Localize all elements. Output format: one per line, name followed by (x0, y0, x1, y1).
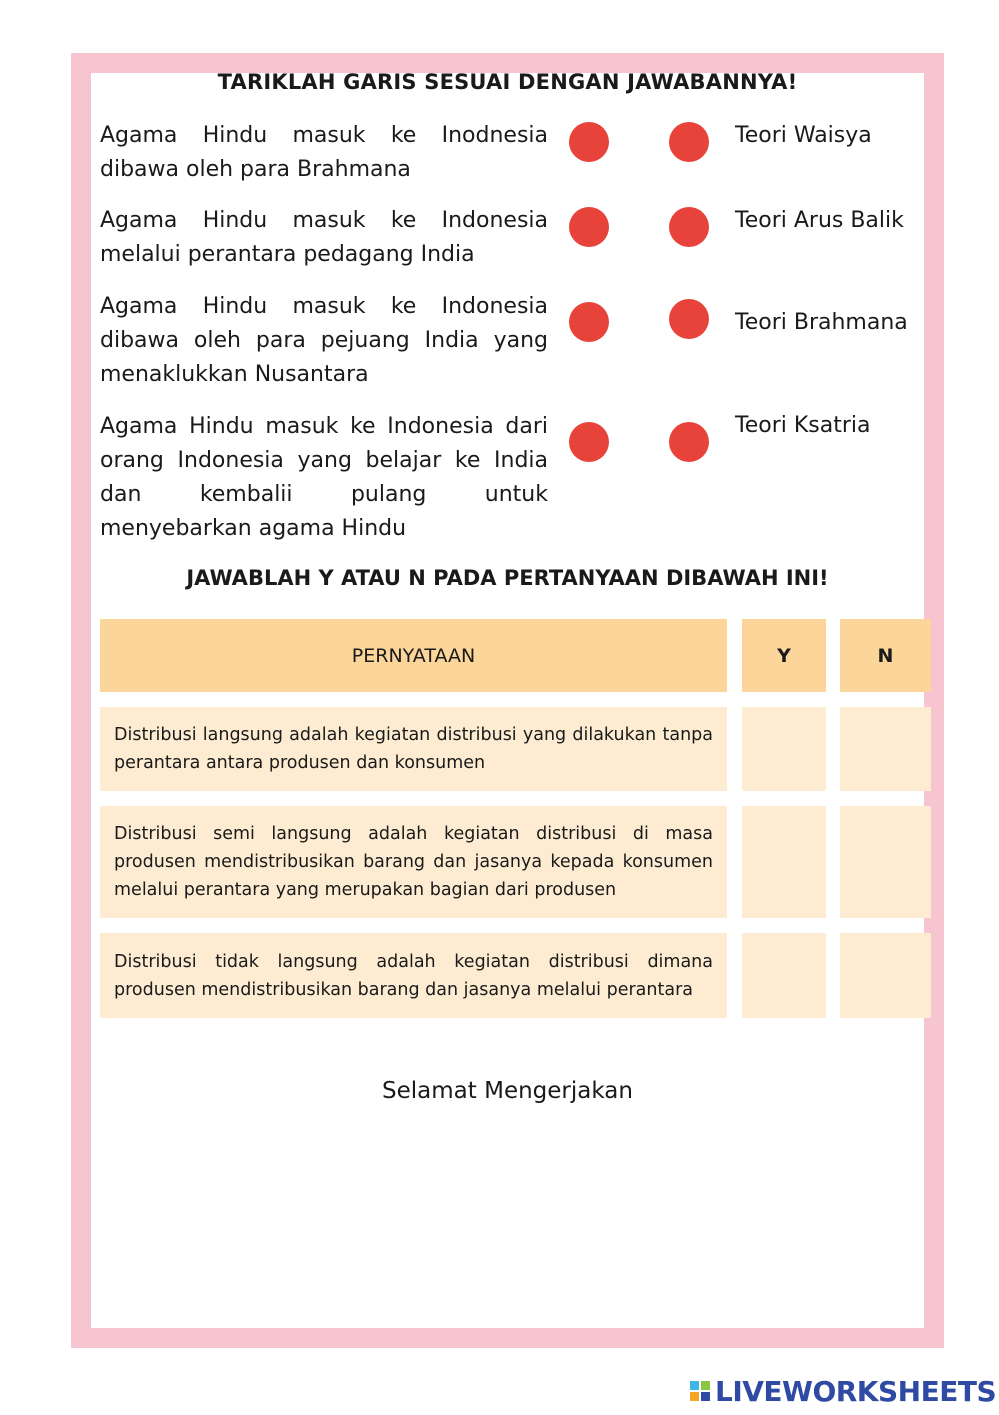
answer-connector-dot-4[interactable] (669, 422, 709, 462)
statement-row-1: Distribusi langsung adalah kegiatan distribusi yang dilakukan tanpa perantara antara produsen dan konsumen (100, 707, 727, 791)
matching-answer-1: Teori Waisya (735, 123, 872, 148)
answer-y-box-3[interactable] (742, 933, 826, 1018)
statement-header: PERNYATAAN (100, 619, 727, 692)
matching-answer-4: Teori Ksatria (735, 413, 871, 438)
question-connector-dot-1[interactable] (569, 122, 609, 162)
liveworksheets-logo (690, 1374, 996, 1408)
answer-n-box-3[interactable] (840, 933, 931, 1018)
matching-question-2: Agama Hindu masuk ke Indonesia melalui perantara pedagang India (100, 208, 548, 267)
liveworksheets-logo-icon (690, 1381, 710, 1401)
statement-row-3: Distribusi tidak langsung adalah kegiatan distribusi dimana produsen mendistribusikan barang dan jasanya melalui perantara (100, 933, 727, 1018)
question-connector-dot-4[interactable] (569, 422, 609, 462)
yes-header: Y (742, 619, 826, 692)
matching-question-1: Agama Hindu masuk ke Inodnesia dibawa oleh para Brahmana (100, 123, 548, 182)
brand-name: LIVEWORKSHEETS (715, 1374, 997, 1408)
answer-connector-dot-3[interactable] (669, 299, 709, 339)
answer-connector-dot-2[interactable] (669, 207, 709, 247)
no-header: N (840, 619, 931, 692)
matching-answer-2: Teori Arus Balik (735, 208, 904, 233)
statement-row-2: Distribusi semi langsung adalah kegiatan distribusi di masa produsen mendistribusikan barang dan jasanya kepada konsumen melalui perantara yang merupakan bagian dari produsen (100, 806, 727, 918)
answer-n-box-1[interactable] (840, 707, 931, 791)
matching-title: TARIKLAH GARIS SESUAI DENGAN JAWABANNYA! (217, 70, 798, 94)
answer-n-box-2[interactable] (840, 806, 931, 918)
answer-y-box-1[interactable] (742, 707, 826, 791)
closing-message: Selamat Mengerjakan (382, 1078, 633, 1104)
matching-answer-3: Teori Brahmana (735, 310, 908, 335)
answer-y-box-2[interactable] (742, 806, 826, 918)
question-connector-dot-2[interactable] (569, 207, 609, 247)
question-connector-dot-3[interactable] (569, 302, 609, 342)
matching-question-4: Agama Hindu masuk ke Indonesia dari orang Indonesia yang belajar ke India dan kembalii pulang untuk menyebarkan agama Hindu (100, 414, 548, 541)
answer-connector-dot-1[interactable] (669, 122, 709, 162)
matching-question-3: Agama Hindu masuk ke Indonesia dibawa oleh para pejuang India yang menaklukkan Nusantara (100, 294, 548, 387)
yes-no-title: JAWABLAH Y ATAU N PADA PERTANYAAN DIBAWAH INI! (186, 566, 829, 590)
